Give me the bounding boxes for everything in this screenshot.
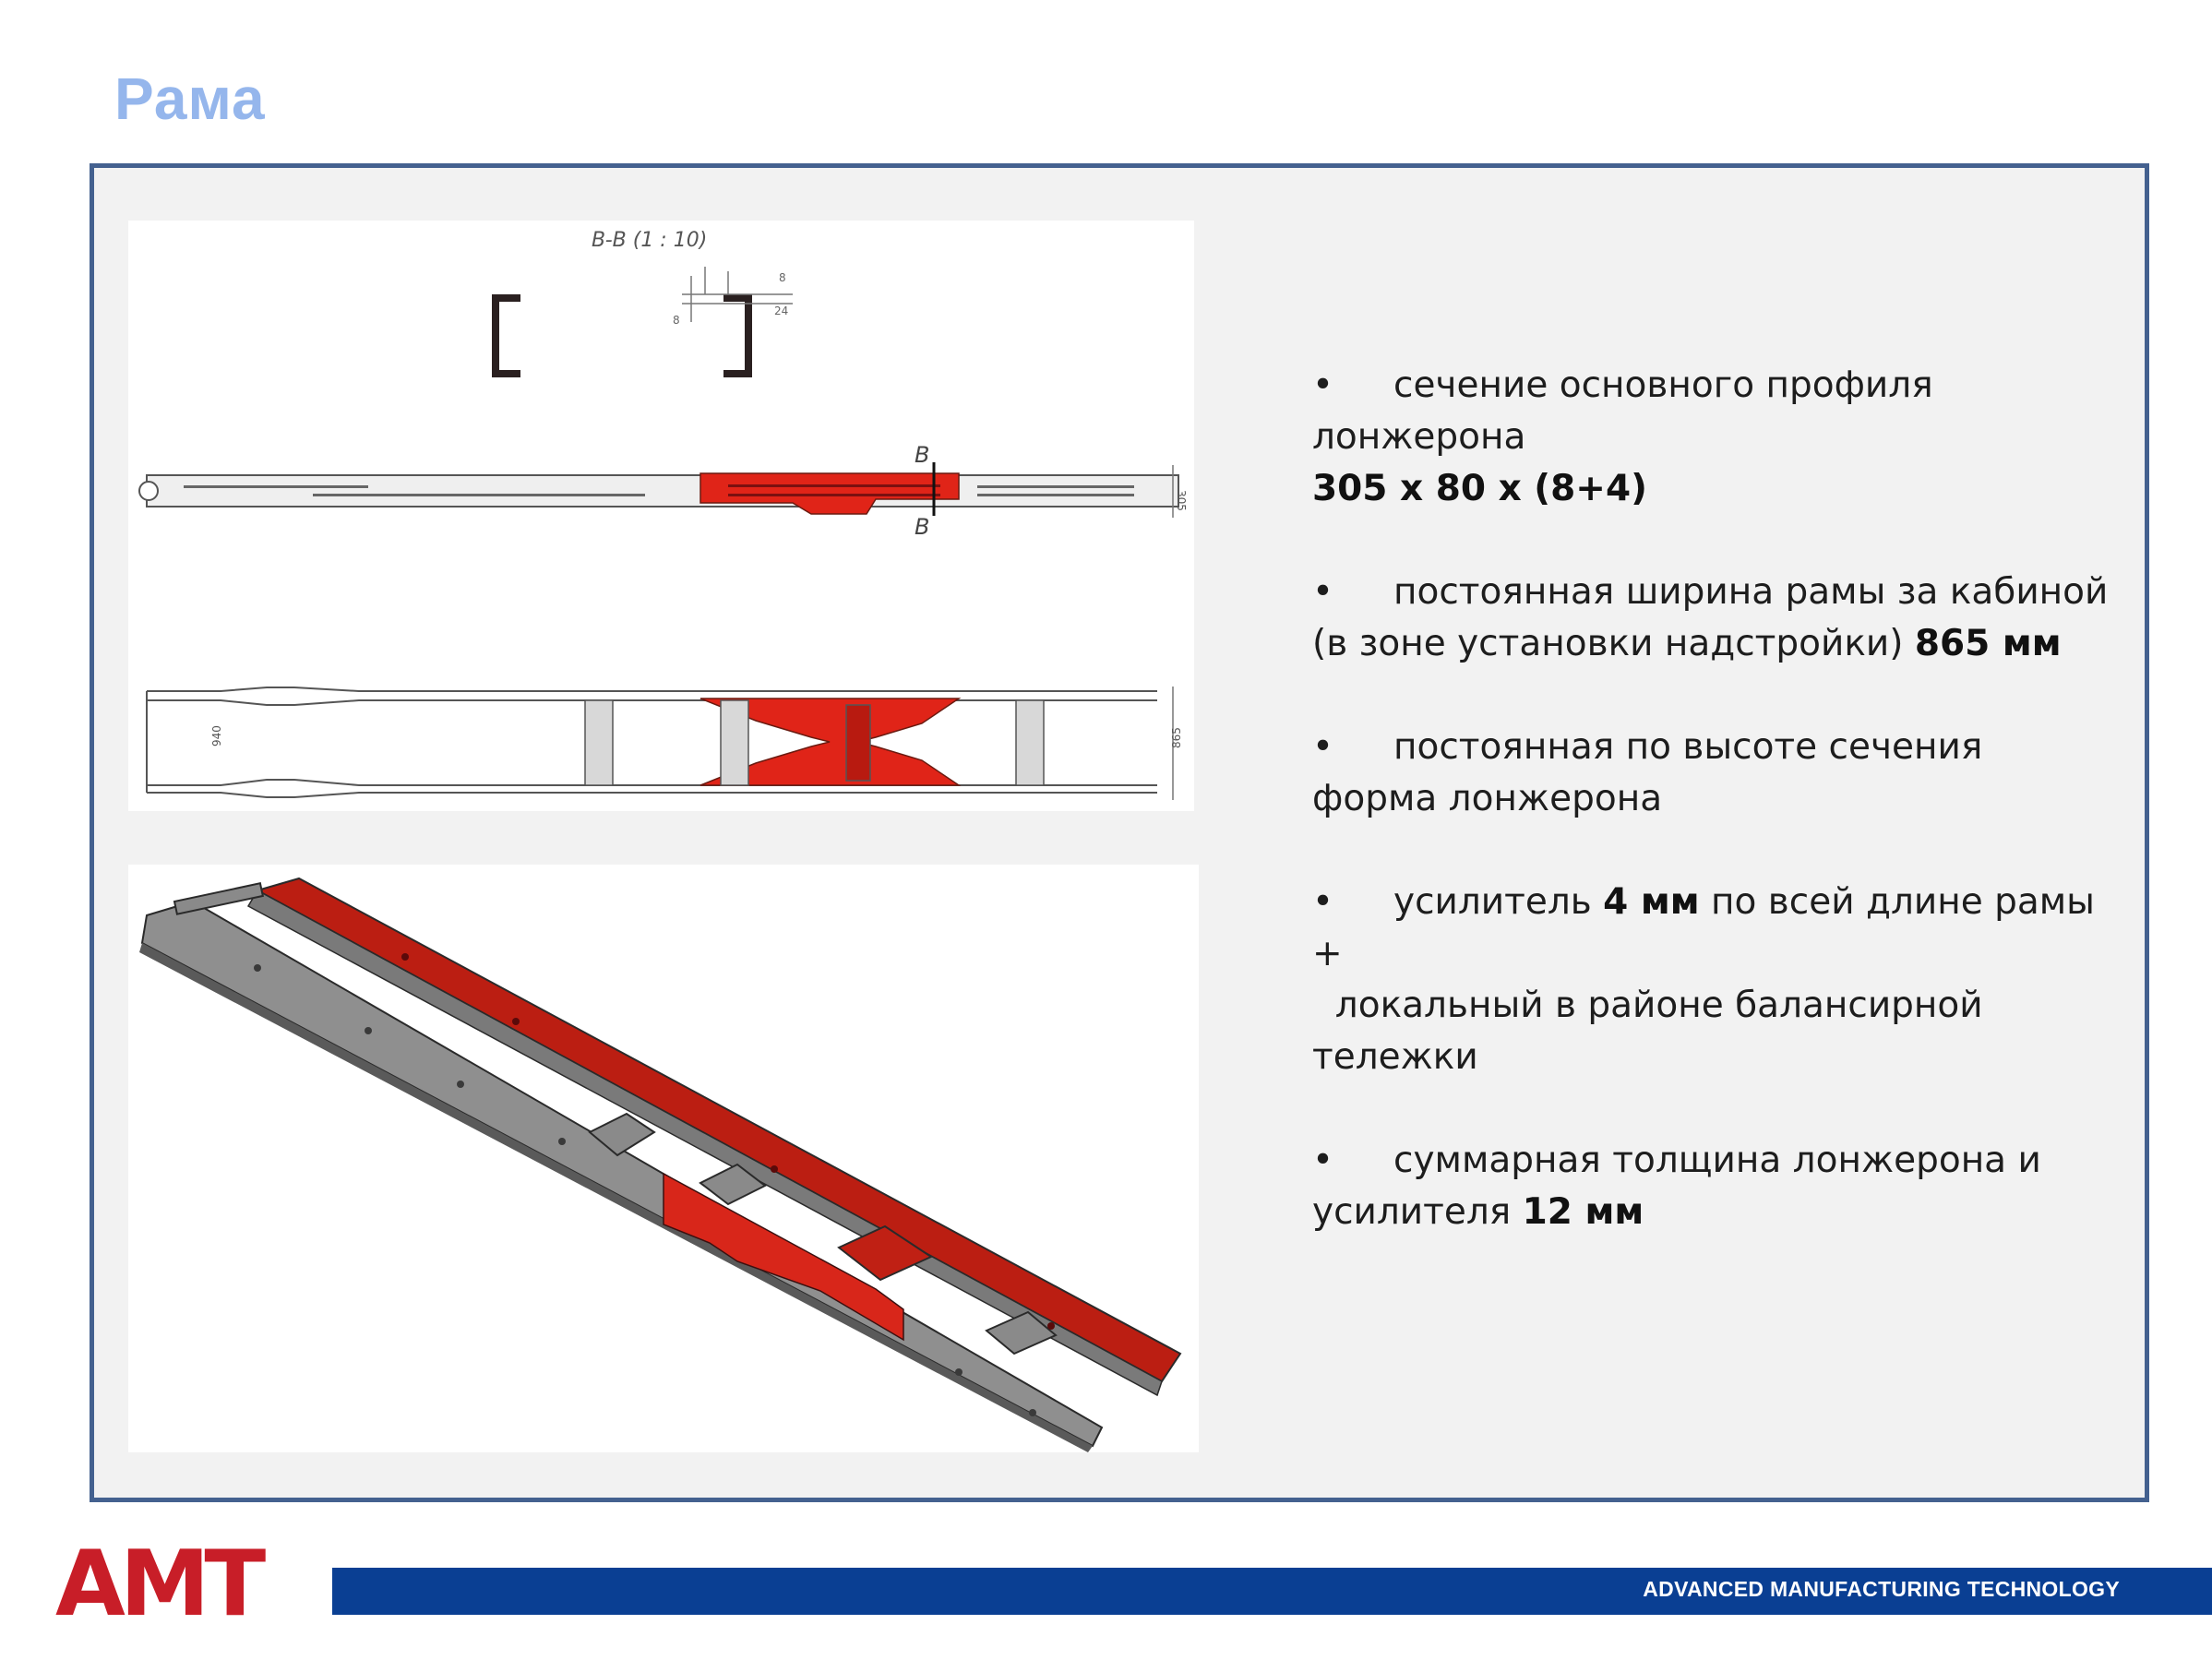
dim-width-front: 940 (210, 725, 223, 746)
bullet-symbol: • (1312, 881, 1334, 923)
crossmembers-3d (174, 883, 1056, 1354)
cut-label-top: B (915, 442, 930, 468)
rear-rail (257, 878, 1180, 1381)
frame-3d-render (128, 865, 1199, 1452)
profile-section-right (723, 298, 748, 374)
front-rail (142, 902, 1102, 1446)
svg-text:AMT: AMT (55, 1541, 261, 1624)
dim-small-2: 24 (774, 305, 789, 317)
bullet-symbol: • (1312, 364, 1334, 406)
technical-drawing (128, 221, 1194, 811)
dim-width-rear: 865 (1170, 727, 1183, 748)
bullet-item-thickness: • суммарная толщина лонжерона и усилителя 12 мм (1312, 1135, 2124, 1238)
profile-section-left (496, 298, 520, 374)
side-view-rail (139, 462, 1178, 518)
dim-small-3: 8 (673, 314, 680, 327)
bullet-item-height: • постоянная по высоте сечения форма лонжерона (1312, 722, 2124, 825)
bullet-item-width: • постоянная ширина рамы за кабиной (в зоне установки надстройки) 865 мм (1312, 567, 2124, 670)
feature-list (1312, 360, 2124, 1290)
dim-small-1: 8 (779, 271, 786, 284)
footer-band (332, 1568, 2212, 1615)
page-title: Рама (114, 66, 266, 132)
section-label: B-B (1 : 10) (592, 229, 708, 252)
bullet-item-profile: • сечение основного профиля лонжерона 305 х 80 х (8+4) (1312, 360, 2124, 515)
bullet-item-reinforcement: • усилитель 4 мм по всей длине рамы + локальный в районе балансирной тележки (1312, 877, 2124, 1083)
bullet-symbol: • (1312, 571, 1334, 613)
profile-dimensions: 305 х 80 х (8+4) (1312, 468, 1647, 509)
footer-tagline: ADVANCED MANUFACTURING TECHNOLOGY (1643, 1577, 2120, 1601)
bullet-symbol: • (1312, 726, 1334, 768)
amt-logo (55, 1541, 286, 1624)
cut-label-bottom: B (915, 514, 930, 540)
bullet-symbol: • (1312, 1140, 1334, 1181)
dim-height: 305 (1175, 490, 1188, 511)
